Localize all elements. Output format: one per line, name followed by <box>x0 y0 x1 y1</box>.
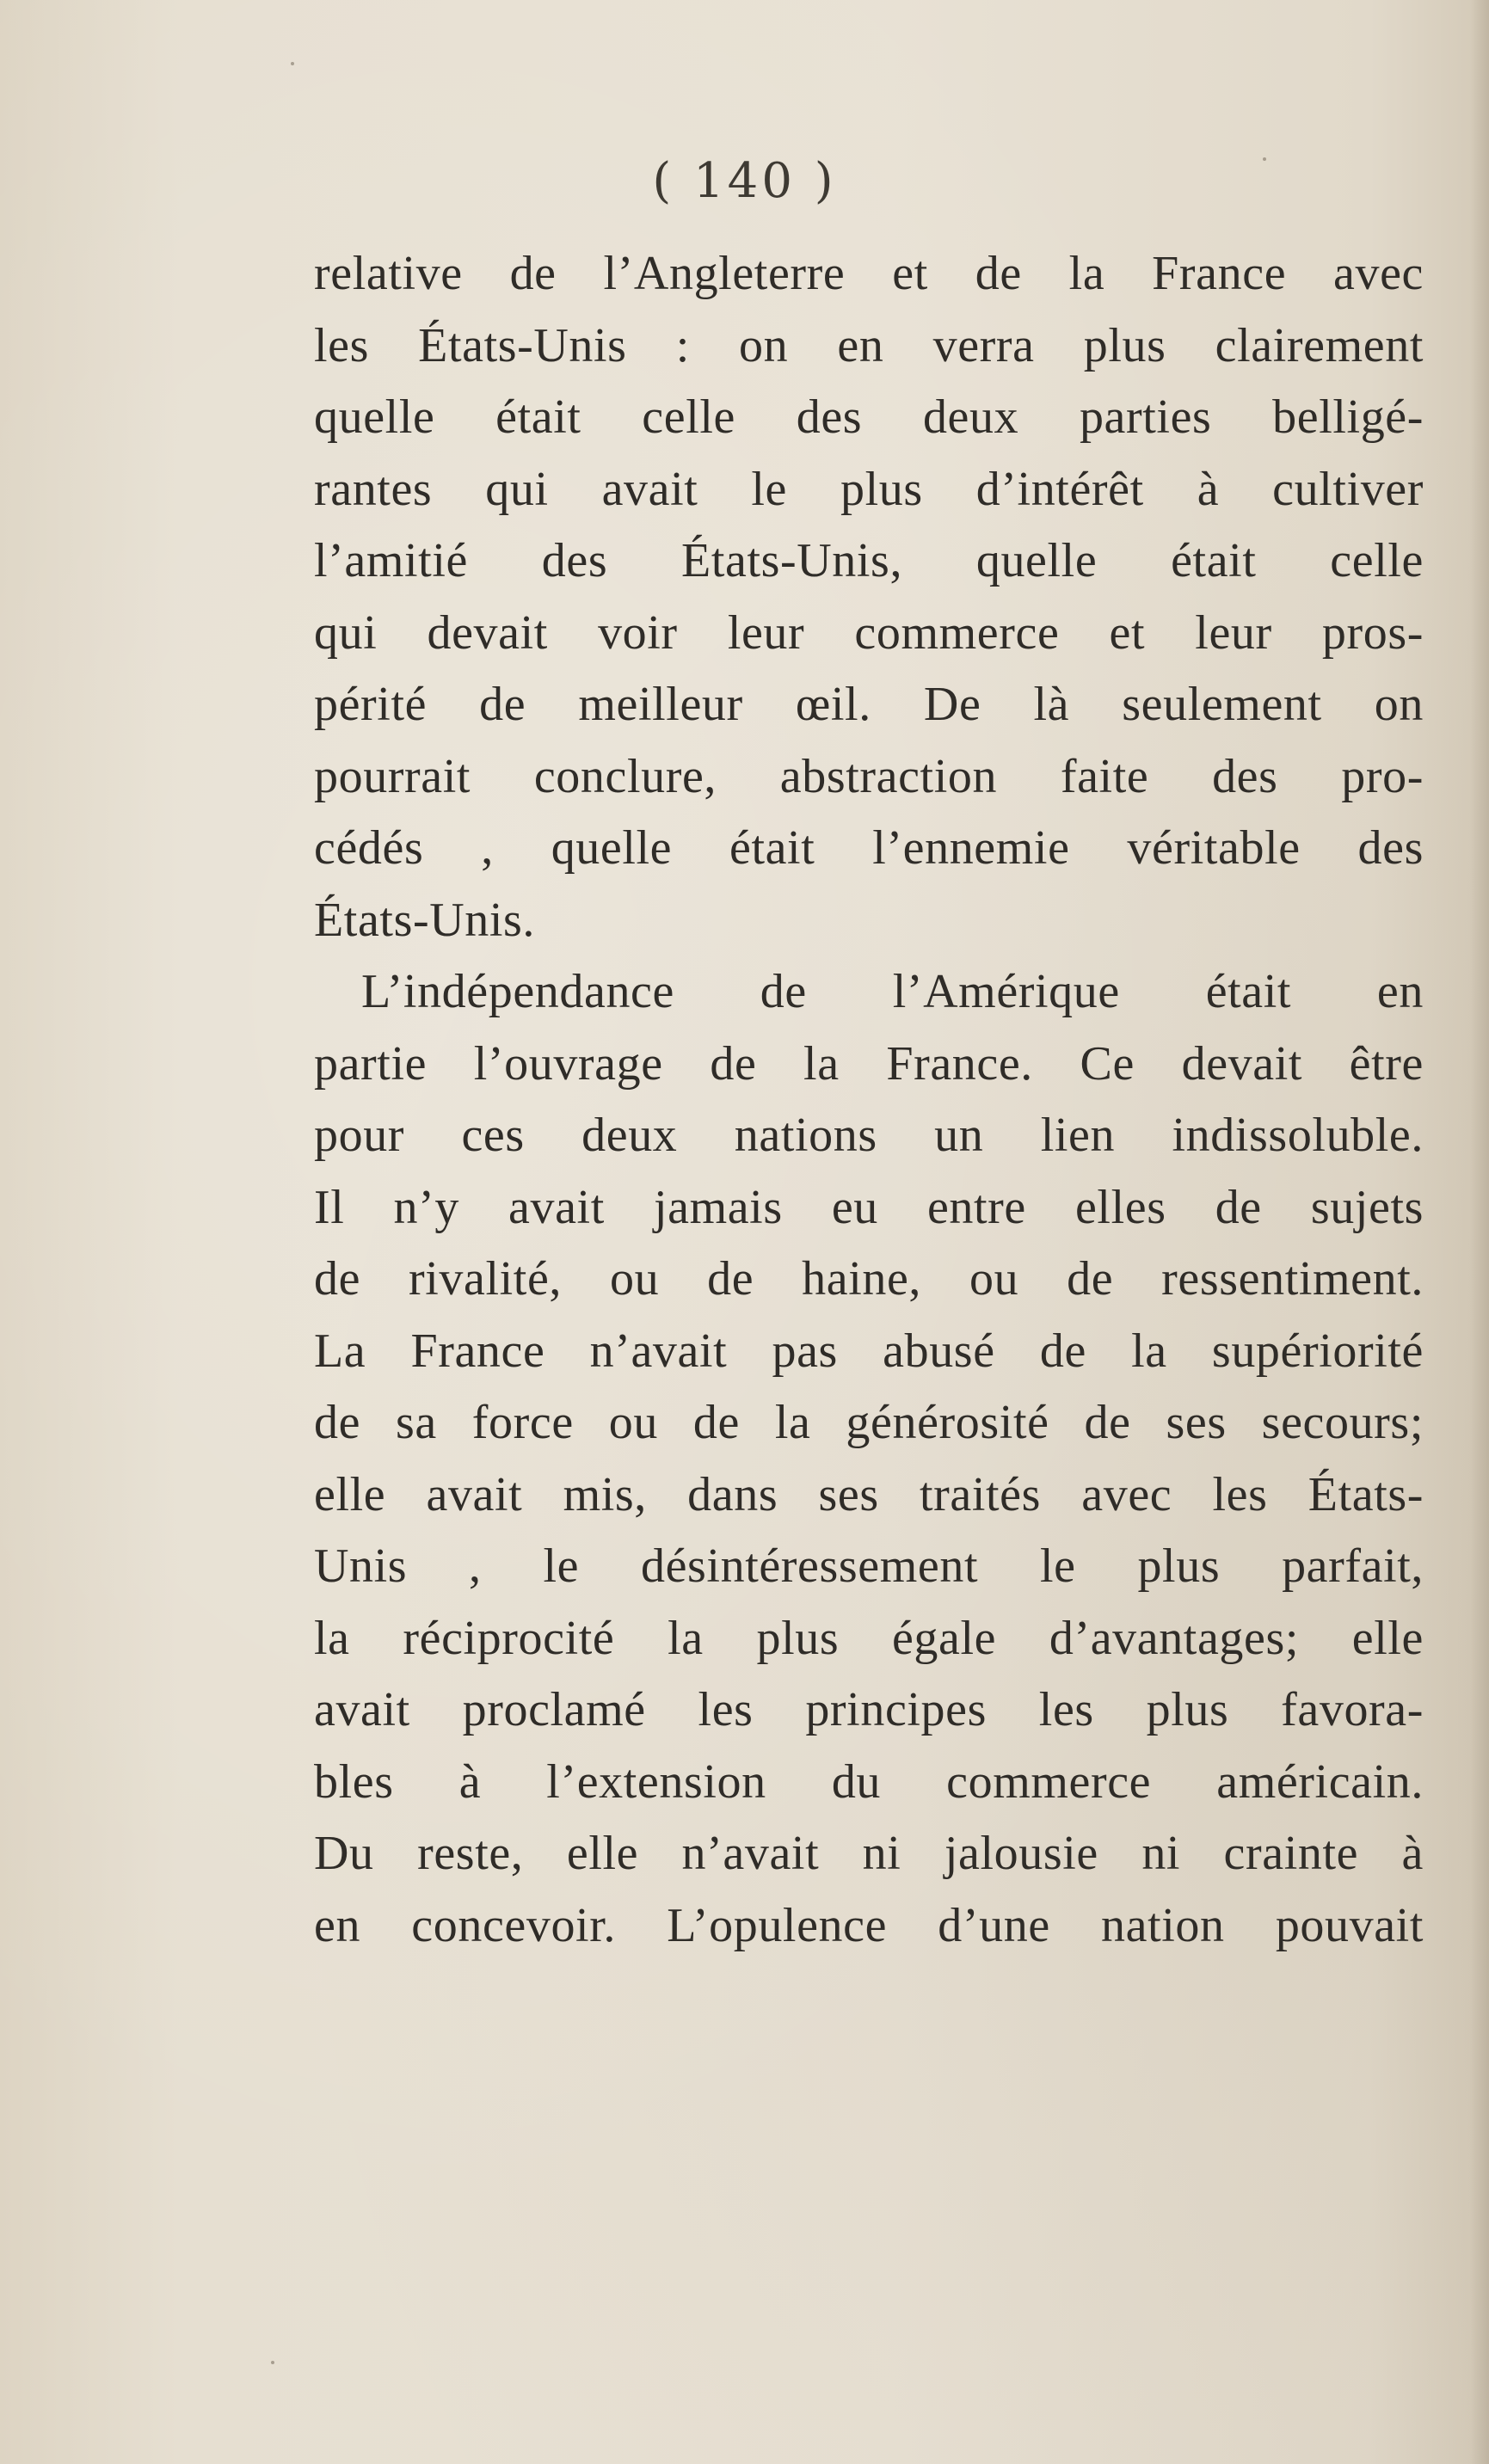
text-line: avait proclamé les principes les plus favora- <box>314 1683 1424 1736</box>
text-line: la réciprocité la plus égale d’avantages; elle <box>314 1611 1424 1665</box>
text-line: L’indépendance de l’Amérique était en <box>361 965 1424 1018</box>
text-line: Unis , le désintéressement le plus parfait, <box>314 1539 1424 1593</box>
page-edge-shadow <box>1470 0 1489 2464</box>
paper-speck <box>271 2361 274 2364</box>
text-line: Du reste, elle n’avait ni jalousie ni crainte à <box>314 1827 1424 1880</box>
text-line: elle avait mis, dans ses traités avec les États- <box>314 1467 1424 1521</box>
text-line: pourrait conclure, abstraction faite des pro- <box>314 749 1424 803</box>
text-line: en concevoir. L’opulence d’une nation pouvait <box>314 1898 1424 1952</box>
text-line: l’amitié des États-Unis, quelle était celle <box>314 534 1424 587</box>
text-line: périté de meilleur œil. De là seulement on <box>314 678 1424 731</box>
text-line: partie l’ouvrage de la France. Ce devait être <box>314 1036 1424 1091</box>
text-line: La France n’avait pas abusé de la supériorité <box>314 1324 1424 1378</box>
text-line: qui devait voir leur commerce et leur pros- <box>314 605 1424 660</box>
text-line: les États-Unis : on en verra plus clairement <box>314 318 1424 372</box>
page-number: ( 140 ) <box>652 153 837 209</box>
text-line: cédés , quelle était l’ennemie véritable des <box>314 821 1424 875</box>
text-line: de rivalité, ou de haine, ou de ressentiment. <box>314 1252 1424 1306</box>
text-line: bles à l’extension du commerce américain. <box>314 1754 1424 1809</box>
text-line: relative de l’Angleterre et de la France avec <box>314 247 1424 300</box>
text-line: rantes qui avait le plus d’intérêt à cultiver <box>314 462 1424 516</box>
text-line: quelle était celle des deux parties belligé- <box>314 390 1424 444</box>
body-text <box>314 238 1424 1962</box>
text-line: pour ces deux nations un lien indissoluble. <box>314 1109 1424 1162</box>
text-line: de sa force ou de la générosité de ses secours; <box>314 1396 1424 1449</box>
text-line: Il n’y avait jamais eu entre elles de sujets <box>314 1180 1424 1234</box>
text-line: États-Unis. <box>314 893 536 947</box>
paper-speck <box>291 62 294 65</box>
